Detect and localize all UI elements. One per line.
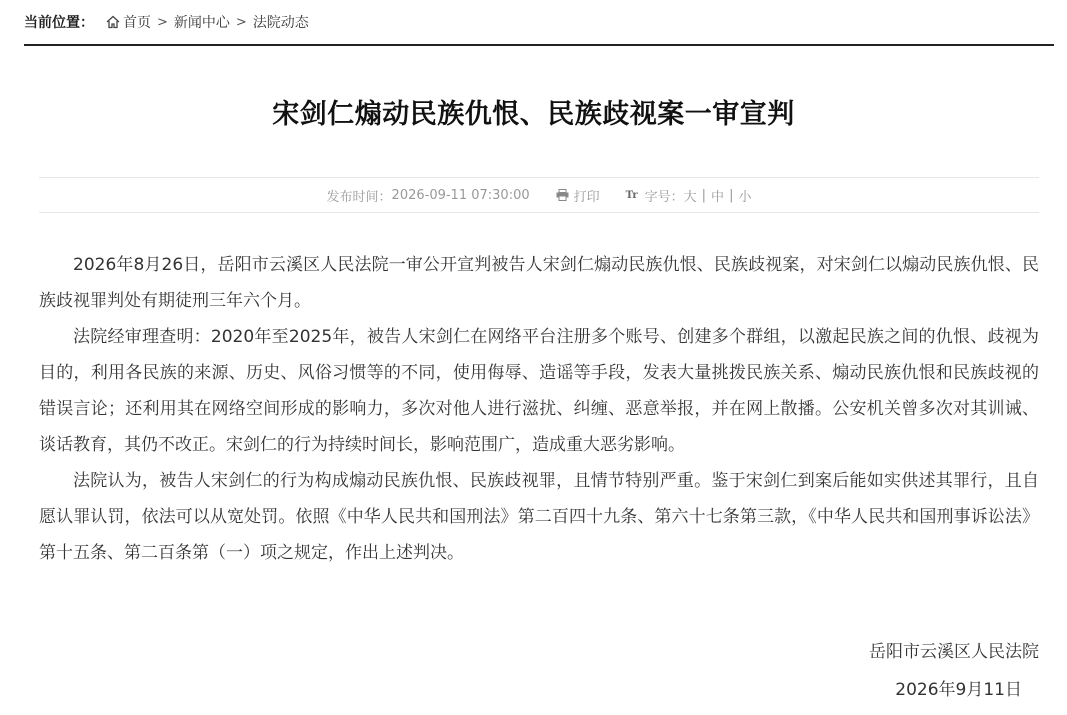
signature-date: 2026年9月11日 [895, 680, 1022, 700]
breadcrumb-label: 当前位置： [24, 15, 94, 31]
print-label: 打印 [573, 189, 600, 205]
publish-time-label: 发布时间： [326, 189, 392, 205]
font-size-separator: | [701, 187, 707, 203]
font-size-small-button[interactable]: 小 [738, 189, 752, 205]
breadcrumb-court-news-link[interactable]: 法院动态 [252, 15, 309, 31]
publish-time-value: 2026-09-11 07:30:00 [391, 187, 530, 203]
chevron-right-icon: > [235, 14, 247, 30]
home-icon[interactable] [106, 15, 120, 29]
breadcrumb-home-link[interactable]: 首页 [123, 15, 151, 31]
font-size-large-button[interactable]: 大 [683, 189, 697, 205]
article-title: 宋剑仁煽动民族仇恨、民族歧视案一审宣判 [272, 99, 795, 130]
article-meta-bar [39, 177, 1039, 213]
print-button[interactable] [556, 186, 600, 205]
font-size-icon: Tr [625, 189, 638, 201]
chevron-right-icon: > [157, 14, 168, 30]
font-size-separator: | [729, 187, 734, 203]
article-paragraph: 法院认为，被告人宋剑仁的行为构成煽动民族仇恨、民族歧视罪，且情节特别严重。鉴于宋剑仁到案后能如实供述其罪行，且自愿认罪认罚，依法可以从宽处罚。依照《中华人民共和国刑法》第二百四十九条、第六十七条第三款，《中华人民共和国刑事诉讼法》第十五条、第二百条第（一）项之规定，作出上述判决。 [39, 471, 1039, 563]
article-paragraph: 法院经审理查明：2020年至2025年，被告人宋剑仁在网络平台注册多个账号、创建多个群组，以激起民族之间的仇恨、歧视为目的，利用各民族的来源、历史、风俗习惯等的不同，使用侮辱、造谣等手段，发表大量挑拨民族关系、煽动民族仇恨和民族歧视的错误言论；还利用其在网络空间形成的影响力，多次对他人进行滋扰、纠缠、恶意举报，并在网上散播。公安机关曾多次对其训诫、谈话教育，其仍不改正。宋剑仁的行为持续时间长，影响范围广，造成重大恶劣影响。 [39, 327, 1039, 455]
font-size-label: 字号： [644, 189, 684, 205]
article-body [39, 247, 1039, 571]
signature-court: 岳阳市云溪区人民法院 [869, 642, 1039, 662]
breadcrumb [24, 0, 1054, 46]
publish-time [327, 186, 530, 205]
breadcrumb-news-center-link[interactable]: 新闻中心 [173, 15, 230, 31]
font-size-medium-button[interactable]: 中 [711, 189, 725, 205]
article-paragraph: 2026年8月26日，岳阳市云溪区人民法院一审公开宣判被告人宋剑仁煽动民族仇恨、民族歧视案，对宋剑仁以煽动民族仇恨、民族歧视罪判处有期徒刑三年六个月。 [39, 255, 1039, 311]
font-size-control [626, 186, 752, 205]
printer-icon [556, 189, 569, 201]
